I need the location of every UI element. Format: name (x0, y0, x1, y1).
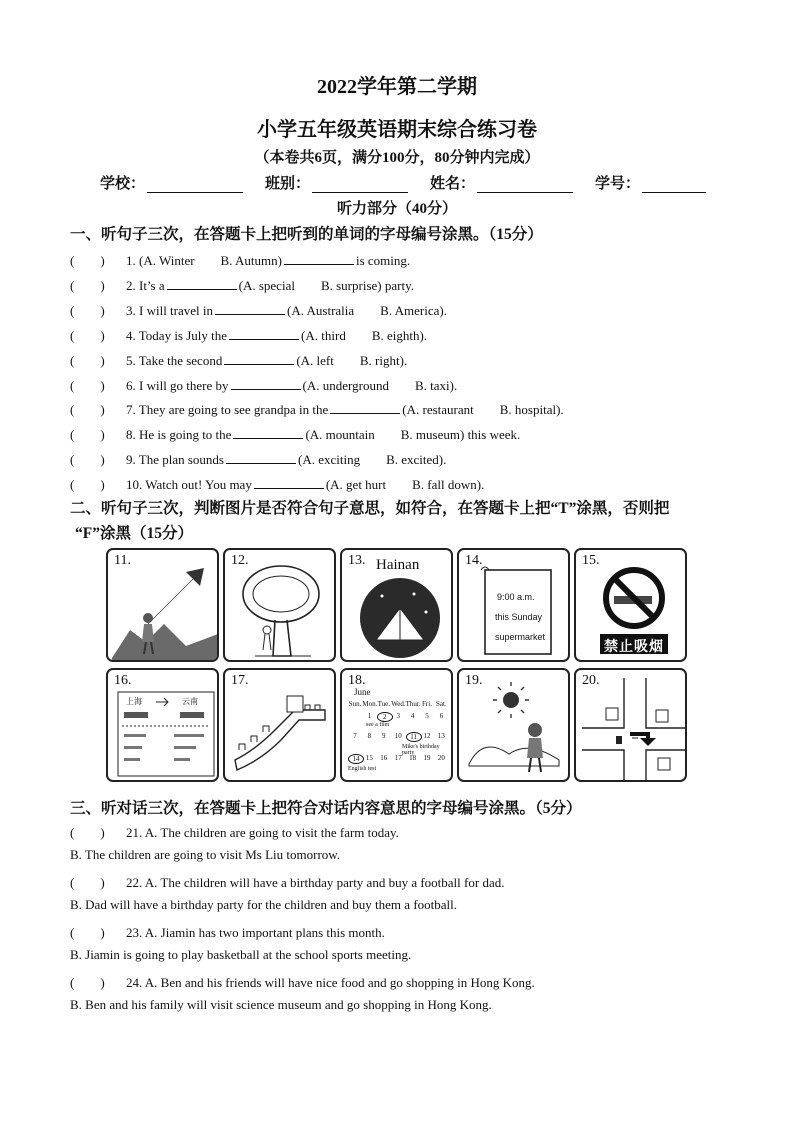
picture-number: 20. (582, 673, 600, 688)
question-9 (70, 449, 446, 468)
section2-heading-line1: 二、听句子三次，判断图片是否符合句子意思，如符合，在答题卡上把“T”涂黑，否则把 (70, 500, 670, 517)
picture-14-time: 9:00 a.m. (497, 592, 535, 602)
calendar-cell: Tue. (377, 700, 390, 708)
question-3 (70, 300, 447, 319)
class-field (265, 172, 408, 193)
calendar-note: English test (348, 766, 377, 772)
question-7 (70, 399, 564, 418)
question-text-after: (A. third B. eighth). (301, 328, 428, 343)
picture-number: 16. (114, 673, 132, 688)
question-text-after: (A. Australia B. America). (287, 303, 447, 318)
calendar-cell: 16 (380, 754, 388, 762)
name-field (430, 172, 573, 193)
calendar-cell: Wed. (391, 700, 406, 708)
option-text: 21. A. The children are going to visit the farm today. (126, 825, 399, 840)
picture-16 (106, 668, 219, 782)
flight-ticket-icon (108, 670, 219, 782)
question-text-after: (A. get hurt B. fall down). (325, 477, 485, 492)
picture-number: 13. (348, 553, 366, 568)
section3-line-7 (70, 972, 535, 991)
section3-line-3 (70, 872, 504, 891)
calendar-cell: 3 (396, 712, 400, 720)
calendar-cell: 7 (353, 732, 357, 740)
question-text-before: 8. He is going to the (126, 427, 232, 442)
great-wall-icon (225, 670, 336, 782)
question-text-before: 10. Watch out! You may (126, 477, 252, 492)
calendar-cell: Sun. (348, 700, 362, 708)
school-field (100, 172, 243, 193)
picture-number: 11. (114, 553, 131, 568)
notice-scroll-icon (459, 550, 570, 662)
listening-part-title: 听力部分（40分） (336, 201, 457, 217)
calendar-cell: 2 (377, 712, 393, 722)
ticket-to-city: 云南 (182, 697, 198, 706)
picture-12 (223, 548, 336, 662)
section1-heading: 一、听句子三次，在答题卡上把听到的单词的字母编号涂黑。（15分） (70, 226, 543, 243)
question-5 (70, 350, 407, 369)
answer-paren[interactable]: ( ) (70, 303, 105, 318)
picture-number: 15. (582, 553, 600, 568)
picture-number: 18. (348, 673, 366, 688)
ticket-from-city: 上海 (126, 697, 142, 706)
question-text-before: 5. Take the second (126, 353, 223, 368)
calendar-month: June (354, 687, 371, 697)
exam-term-title: 2022学年第二学期 (317, 76, 477, 98)
no-smoking-caption: 禁止吸烟 (604, 639, 664, 655)
calendar-cell: 18 (409, 754, 417, 762)
picture-number: 19. (465, 673, 483, 688)
picture-13 (340, 548, 453, 662)
calendar-cell: 17 (394, 754, 402, 762)
name-label: 姓名： (430, 176, 476, 192)
tent-icon (342, 550, 453, 662)
answer-paren[interactable]: ( ) (70, 378, 105, 393)
calendar-cell: 12 (423, 732, 431, 740)
option-text: 23. A. Jiamin has two important plans this month. (126, 925, 385, 940)
tree-icon (225, 550, 336, 662)
calendar-cell: 13 (437, 732, 445, 740)
class-blank[interactable] (312, 178, 408, 193)
calendar-cell: 9 (382, 732, 386, 740)
answer-paren[interactable]: ( ) (70, 452, 105, 467)
picture-14-day: this Sunday (495, 612, 543, 622)
option-text: B. Jiamin is going to play basketball at the school sports meeting. (70, 947, 412, 962)
sunny-park-icon (459, 670, 570, 782)
answer-blank[interactable] (229, 329, 299, 340)
answer-paren[interactable]: ( ) (70, 402, 105, 417)
question-1 (70, 250, 410, 269)
answer-paren[interactable]: ( ) (70, 353, 105, 368)
question-text-before: 1. (A. Winter B. Autumn) (126, 253, 282, 268)
calendar-cell: Mon. (362, 700, 378, 708)
calendar-cell: 11 (406, 732, 422, 742)
question-10 (70, 474, 484, 493)
answer-blank[interactable] (233, 428, 303, 439)
section3-line-2 (70, 847, 340, 863)
calendar-cell: 4 (410, 712, 415, 720)
question-8 (70, 424, 520, 443)
section3-line-6 (70, 947, 411, 963)
section3-heading: 三、听对话三次，在答题卡上把符合对话内容意思的字母编号涂黑。（5分） (70, 800, 582, 817)
school-blank[interactable] (147, 178, 243, 193)
calendar-cell: 14 (348, 754, 364, 764)
picture-number: 12. (231, 553, 249, 568)
exam-title: 小学五年级英语期末综合练习卷 (257, 119, 537, 141)
question-text-before: 9. The plan sounds (126, 452, 224, 467)
question-text-after: (A. exciting B. excited). (297, 452, 447, 467)
answer-blank[interactable] (231, 379, 301, 390)
picture-14-place: supermarket (495, 632, 546, 642)
school-label: 学校： (100, 176, 146, 192)
calendar-note: see a film (366, 722, 390, 728)
answer-blank[interactable] (215, 304, 285, 315)
calendar-cell: 15 (365, 754, 373, 762)
question-text-after: (A. left B. right). (296, 353, 408, 368)
student-number-field (595, 172, 706, 193)
kite-flying-icon (108, 550, 219, 662)
calendar-cell: 10 (394, 732, 402, 740)
picture-grid (106, 548, 690, 784)
student-number-label: 学号： (595, 176, 641, 192)
answer-paren[interactable]: ( ) (70, 477, 105, 492)
calendar-cell: 1 (367, 712, 372, 720)
answer-blank[interactable] (284, 254, 354, 265)
option-text: B. Dad will have a birthday party for the children and buy them a football. (70, 897, 457, 912)
class-label: 班别： (265, 176, 311, 192)
question-text-after: (A. underground B. taxi). (302, 378, 458, 393)
calendar-cell: 19 (423, 754, 431, 762)
calendar-cell: 20 (437, 754, 445, 762)
answer-paren[interactable]: ( ) (70, 427, 105, 442)
calendar-cell: 8 (367, 732, 372, 740)
question-text-before: 6. I will go there by (126, 378, 229, 393)
picture-14 (457, 548, 570, 662)
question-4 (70, 325, 427, 344)
answer-paren[interactable]: ( ) (70, 975, 105, 990)
option-text: 22. A. The children will have a birthday party and buy a football for dad. (126, 875, 505, 890)
answer-blank[interactable] (224, 354, 294, 365)
exam-note: （本卷共6页，满分100分，80分钟内完成） (254, 150, 540, 166)
picture-18 (340, 668, 453, 782)
calendar-cell: 5 (425, 712, 429, 720)
question-text-before: 4. Today is July the (126, 328, 228, 343)
picture-13-caption: Hainan (376, 557, 420, 573)
section3-line-5 (70, 922, 385, 941)
picture-number: 14. (465, 553, 483, 568)
calendar-cell: Sat. (436, 700, 447, 708)
picture-15 (574, 548, 687, 662)
question-6 (70, 375, 457, 394)
question-text-before: 3. I will travel in (126, 303, 214, 318)
picture-19 (457, 668, 570, 782)
section3-line-1 (70, 822, 399, 841)
answer-blank[interactable] (226, 453, 296, 464)
picture-11 (106, 548, 219, 662)
calendar-cell: 6 (439, 712, 444, 720)
answer-blank[interactable] (167, 279, 237, 290)
question-2 (70, 275, 414, 294)
answer-paren[interactable]: ( ) (70, 875, 105, 890)
picture-number: 17. (231, 673, 249, 688)
answer-paren[interactable]: ( ) (70, 925, 105, 940)
student-number-blank[interactable] (642, 178, 706, 193)
picture-17 (223, 668, 336, 782)
option-text: B. The children are going to visit Ms Liu tomorrow. (70, 847, 341, 862)
name-blank[interactable] (477, 178, 573, 193)
calendar-cell: Fri. (422, 700, 432, 708)
answer-paren[interactable]: ( ) (70, 825, 105, 840)
option-text: B. Ben and his family will visit science museum and go shopping in Hong Kong. (70, 997, 492, 1012)
picture-20 (574, 668, 687, 782)
question-text-before: 2. It’s a (126, 278, 165, 293)
student-info-row (100, 172, 728, 193)
answer-blank[interactable] (330, 403, 400, 414)
section3-line-4 (70, 897, 457, 913)
question-text-before: 7. They are going to see grandpa in the (126, 402, 329, 417)
question-text-after: (A. restaurant B. hospital). (402, 402, 564, 417)
street-map-icon (576, 670, 687, 782)
option-text: 24. A. Ben and his friends will have nice food and go shopping in Hong Kong. (126, 975, 535, 990)
question-text-after: is coming. (355, 253, 411, 268)
section2-heading-line2: “F”涂黑（15分） (75, 525, 193, 542)
answer-paren[interactable]: ( ) (70, 278, 105, 293)
question-text-after: (A. mountain B. museum) this week. (305, 427, 521, 442)
calendar-cell: Thur. (405, 700, 421, 708)
calendar-note: Mike's birthday party (402, 744, 440, 756)
question-text-after: (A. special B. surprise) party. (238, 278, 414, 293)
answer-paren[interactable]: ( ) (70, 253, 105, 268)
section3-line-8 (70, 997, 492, 1013)
answer-blank[interactable] (254, 478, 324, 489)
answer-paren[interactable]: ( ) (70, 328, 105, 343)
